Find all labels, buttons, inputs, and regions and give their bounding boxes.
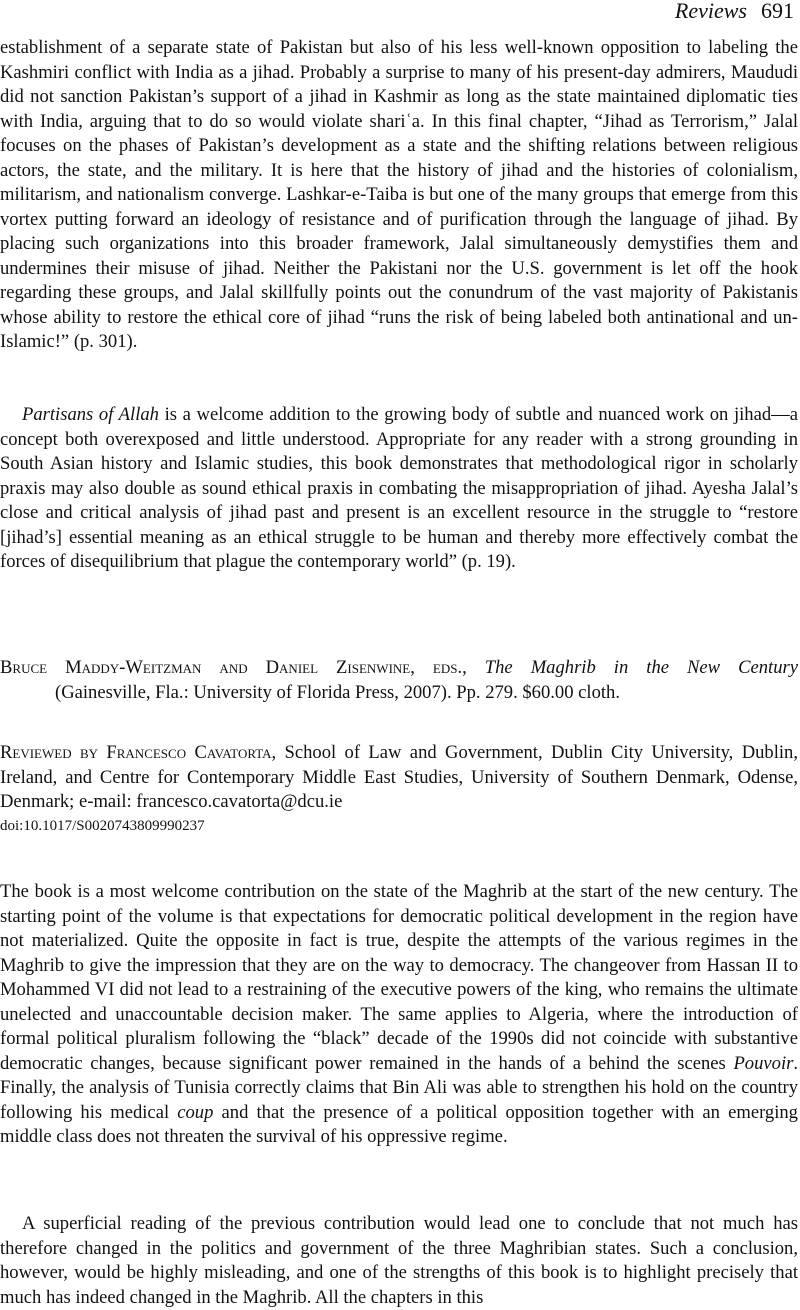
term-coup: coup (177, 1101, 214, 1123)
paragraph-2-text: is a welcome addition to the growing body of subtle and nuanced work on jihad—a concept both overexposed and little understood. Appropriate for any reader with a strong grounding in South Asian history and Islamic studies, this book demonstrates that methodological rigor in scholarly praxis may also double as sound ethical praxis in combating the misappropriation of jihad. Ayesha Jalal’s close and critical analysis of jihad past and present is an excellent resource in the struggle to “restore [jihad’s] essential meaning as an ethical struggle to be human and thereby more effectively combat the forces of disequilibrium that plague the contemporary world” (p. 19). (0, 404, 798, 572)
running-head-title: Reviews (674, 0, 747, 23)
book-publication-info: (Gainesville, Fla.: University of Florida Press, 2007). Pp. 279. $60.00 cloth. (55, 681, 620, 703)
review-p1-text-b: . Finally, the analysis of Tunisia correctly claims that Bin Ali was able to strengthen his hold on the country following his medical (0, 1052, 798, 1123)
term-pouvoir: Pouvoir (733, 1052, 794, 1074)
book-title: The Maghrib in the New Century (484, 657, 798, 678)
book-title-partisans-of-allah: Partisans of Allah (22, 404, 159, 425)
reviewed-by-label: Reviewed by (0, 742, 99, 763)
review-p1-text-c: and that the presence of a political opposition together with an emerging middle class does not threaten the survival of his oppressive regime. (0, 1101, 798, 1147)
page-number: 691 (761, 0, 794, 23)
book-editors: Bruce Maddy-Weitzman and Daniel Zisenwine, eds., (0, 657, 467, 678)
review-paragraph-1 (0, 880, 798, 1150)
doi: doi:10.1017/S0020743809990237 (0, 818, 205, 834)
previous-review-paragraph-2 (0, 403, 798, 575)
book-citation (0, 656, 798, 705)
running-head (675, 0, 794, 24)
review-paragraph-2: A superficial reading of the previous contribution would lead one to conclude that not much has therefore changed in the politics and government of the three Maghribian states. Such a conclusion, however, would be highly misleading, and one of the strengths of this book is to highlight precisely that much has indeed changed in the Maghrib. All the chapters in this (0, 1213, 798, 1308)
reviewer-info (0, 741, 798, 815)
reviewer-affiliation: , School of Law and Government, Dublin City University, Dublin, Ireland, and Centre for Contemporary Middle East Studies, University of Southern Denmark, Odense, Denmark; e-mail: francesco.cavatorta@dcu.ie (0, 742, 798, 812)
reviewer-name: Francesco Cavatorta (106, 742, 272, 763)
review-p1-text-a: The book is a most welcome contribution on the state of the Maghrib at the start of the new century. The starting point of the volume is that expectations for democratic political development in the region have not materialized. Quite the opposite in fact is true, despite the attempts of the various regimes in the Maghrib to give the impression that they are on the way to democracy. The changeover from Hassan II to Mohammed VI did not lead to a restraining of the executive powers of the king, who remains the ultimate unelected and unaccountable decision maker. The same applies to Algeria, where the introduction of formal political pluralism following the “black” decade of the 1990s did not coincide with substantive democratic changes, because significant power remained in the hands of a behind the scenes (0, 881, 798, 1074)
previous-review-paragraph-1: establishment of a separate state of Pakistan but also of his less well-known opposition to labeling the Kashmiri conflict with India as a jihad. Probably a surprise to many of his present-day admirers, Maududi did not sanction Pakistan’s support of a jihad in Kashmir as long as the state maintained diplomatic ties with India, arguing that to do so would violate shariʿa. In this final chapter, “Jihad as Terrorism,” Jalal focuses on the phases of Pakistan’s development as a state and the shifting relations between religious actors, the state, and the military. It is here that the history of jihad and the histories of colonialism, militarism, and nationalism converge. Lashkar-e-Taiba is but one of the many groups that emerge from this vortex putting forward an ideology of resistance and of purification through the language of jihad. By placing such organizations into this broader framework, Jalal simultaneously demystifies them and undermines their misuse of jihad. Neither the Pakistani nor the U.S. government is let off the hook regarding these groups, and Jalal skillfully points out the conundrum of the vast majority of Pakistanis whose ability to restore the ethical core of jihad “runs the risk of being labeled both antinational and un-Islamic!” (p. 301). (0, 37, 798, 352)
